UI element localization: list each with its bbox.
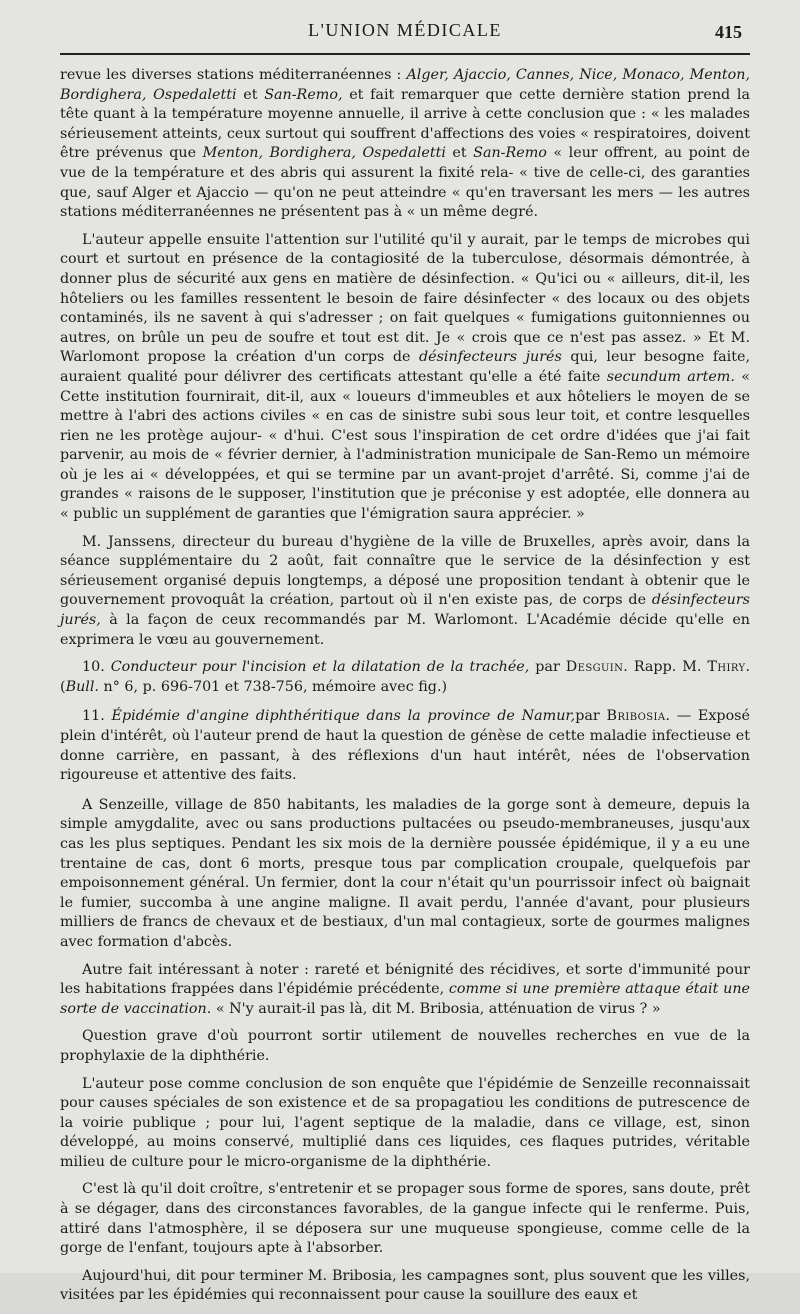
paragraph: [60, 1075, 750, 1173]
italic-text: San-Remo: [473, 145, 547, 162]
page-number: 415: [715, 22, 742, 42]
italic-text: Épidémie d'angine diphthéritique dans la province de Namur,: [111, 708, 576, 725]
header-rule: [60, 53, 750, 55]
text-run: qui, leur besogne faite, auraient qualité pour délivrer des certificats attestant qu'elle a été faite: [60, 349, 750, 385]
author-name: Desguin: [565, 659, 624, 676]
paragraph: [60, 66, 750, 223]
italic-text: comme si une première attaque était une sorte de vaccination.: [60, 981, 750, 1017]
text-run: à la façon de ceux recommandés par M. Warlomont. L'Académie décide qu'elle en exprimera le vœu au gouvernement.: [60, 612, 750, 648]
text-run: revue les diverses stations méditerranéennes :: [60, 67, 407, 83]
italic-text: Bull.: [65, 678, 99, 695]
author-name: Bribosia: [606, 708, 666, 725]
text-run: 10.: [82, 659, 111, 676]
text-run: « leur offrent, au point de vue de la température et des abris qui assurent la fixité rela- « tive de celle-ci, des garanties que, sauf Alger et Ajaccio — qu'on ne peut atteindre « qu'en traversant les mers — les autres stations méditerranéennes ne présentent pas à « un même degré.: [60, 145, 751, 221]
text-run: n° 6, p. 696-701 et 738-756, mémoire avec fig.): [98, 678, 448, 695]
running-title: L'UNION MÉDICALE: [308, 20, 502, 40]
italic-text: désinfecteurs jurés: [418, 349, 562, 366]
paragraph: [60, 1027, 750, 1066]
italic-text: Alger, Ajaccio, Cannes, Nice, Monaco, Menton, Bordighera, Ospedaletti: [60, 67, 750, 103]
text-run: Aujourd'hui, dit pour terminer M. Bribosia, les campagnes sont, plus souvent que les villes, visitées par les épidémies qui reconnaissent pour cause la souillure des eaux et: [60, 1267, 750, 1304]
italic-text: Menton, Bordighera, Ospedaletti: [202, 145, 446, 162]
text-run: « Cette institution fournirait, dit-il, aux « loueurs d'immeubles et aux hôteliers le moyen de se mettre à l'abri des actions civiles « en cas de sinistre subi sous leur toit, et contre lesquelles rien ne les protège aujour- « d'hui. C'est sous l'inspiration de cet ordre d'idées que j'ai fait parvenir, au mois de « février dernier, à l'administration municipale de San-Remo un mémoire où je les ai « développées, et qui se termine par un avant-projet d'arrêté. Si, comme j'ai de grandes « raisons de le supposer, l'institution que je préconise y est adoptée, elle donnera au « public un supplément de garanties que l'émigration saura apprécier. »: [60, 368, 750, 523]
page-header: [60, 20, 750, 46]
text-run: et fait remarquer que cette dernière station prend la tête quant à la température moyenne annuelle, il arrive à cette conclusion que : « les malades sérieusement atteints, ceux surtout qui souffrent d'affections des voies « respiratoires, doivent être prévenus que: [60, 86, 750, 162]
author-name: Thiry: [707, 659, 746, 676]
italic-text: secundum artem.: [606, 368, 735, 385]
text-run: « N'y aurait-il pas là, dit M. Bribosia, atténuation de virus ? »: [211, 1000, 661, 1017]
text-run: M. Janssens, directeur du bureau d'hygiène de la ville de Bruxelles, après avoir, dans la séance supplémentaire du 2 août, fait connaître que le service de la désinfection y est sérieusement organisé depuis longtemps, a déposé une proposition tendant à obtenir que le gouvernement provoquât la création, partout où il n'en existe pas, de corps de: [60, 533, 750, 609]
text-run: L'auteur pose comme conclusion de son enquête que l'épidémie de Senzeille reconnaissait pour causes spéciales de son existence et de sa propagatiou les conditions de putrescence de la voirie publique ; pour lui, l'agent septique de la maladie, dans ce village, est, sinon développé, au moins conservé, multiplié dans ces liquides, ces flaques putrides, véritable milieu de culture pour le micro-organisme de la diphthérie.: [60, 1075, 750, 1170]
text-run: et: [445, 145, 474, 162]
italic-text: désinfecteurs jurés,: [60, 592, 750, 629]
text-run: A Senzeille, village de 850 habitants, les maladies de la gorge sont à demeure, depuis la simple amygdalite, avec ou sans productions pultacées ou pseudo-membraneuses, jusqu'aux cas les plus septiques. Pendant les six mois de la dernière poussée épidémique, il y a eu une trentaine de cas, dont 6 morts, presque tous par complication croupale, quelquefois par empoisonnement général. Un fermier, dont la cour n'était qu'un pourrissoir infect où baignait le fumier, succomba à une angine maligne. Il avait perdu, l'année d'avant, pour plusieurs milliers de francs de chevaux et de bestiaux, d'un mal contagieux, sorte de gourmes malignes avec formation d'abcès.: [60, 796, 750, 950]
numbered-item: [60, 707, 750, 785]
paragraph: [60, 1180, 750, 1258]
paragraph: [60, 231, 750, 525]
paragraph: [60, 533, 750, 651]
text-run: C'est là qu'il doit croître, s'entretenir et se propager sous forme de spores, sans doute, prêt à se dégager, dans des circonstances favorables, de la gangue infecte qui le renferme. Puis, attiré dans l'atmosphère, il se déposera sur une muqueuse spongieuse, comme celle de la gorge de l'enfant, toujours apte à l'absorber.: [60, 1181, 750, 1257]
text-run: . (: [60, 659, 750, 695]
text-run: . Rapp. M.: [623, 659, 708, 676]
paragraph: [60, 796, 750, 953]
text-run: . — Exposé plein d'intérêt, où l'auteur prend de haut la question de génèse de cette maladie infectieuse et donne carrière, en passant, à des réflexions d'un haut intérêt, nées de l'observation rigoureuse et attentive des faits.: [60, 708, 750, 784]
article-body: [60, 66, 750, 1314]
text-run: Autre fait intéressant à noter : rareté et bénignité des récidives, et sorte d'immunité pour les habitations frappées dans l'épidémie précédente,: [60, 961, 750, 998]
italic-text: Conducteur pour l'incision et la dilatation de la trachée,: [110, 659, 530, 676]
text-run: par: [529, 659, 566, 676]
text-run: par: [575, 708, 607, 725]
text-run: 11.: [82, 708, 112, 725]
text-run: L'auteur appelle ensuite l'attention sur l'utilité qu'il y aurait, par le temps de microbes qui court et surtout en présence de la contagiosité de la tuberculose, désormais démontrée, à donner plus de sécurité aux gens en matière de désinfection. « Qu'ici ou « ailleurs, dit-il, les hôteliers ou les familles ressentent le besoin de faire désinfecter « des locaux ou des objets contaminés, ils ne savent à qui s'adresser ; on fait quelques « fumigations guitonniennes ou autres, on brûle un peu de soufre et tout est dit. Je « crois que ce n'est pas assez. » Et M. Warlomont propose la création d'un corps de: [60, 231, 750, 366]
italic-text: San-Remo,: [264, 86, 343, 103]
text-run: et: [236, 86, 265, 103]
paragraph: [60, 961, 750, 1020]
text-run: Question grave d'où pourront sortir utilement de nouvelles recherches en vue de la prophylaxie de la diphthérie.: [60, 1028, 750, 1064]
numbered-item: [60, 658, 750, 697]
